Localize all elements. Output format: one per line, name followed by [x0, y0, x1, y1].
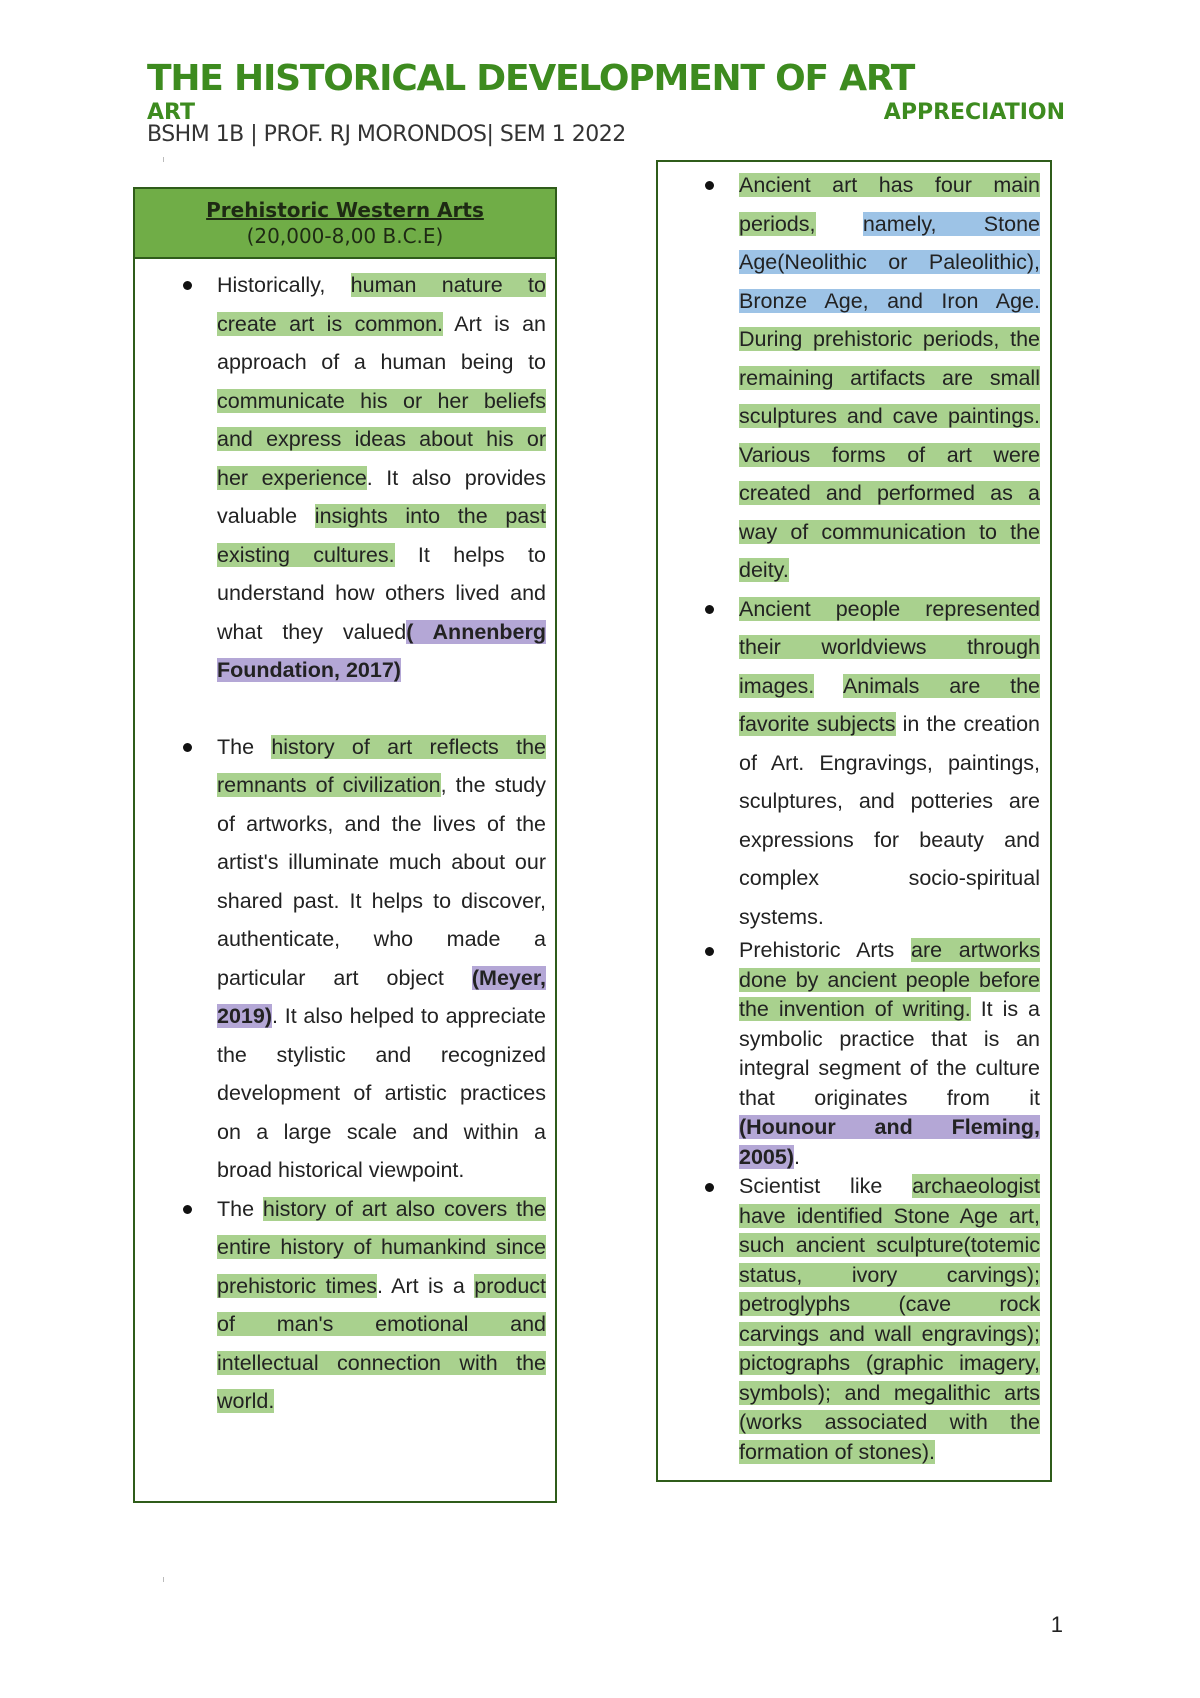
citation: ( Annenberg Foundation, 2017) — [217, 619, 547, 682]
right-bullet-list — [739, 166, 1040, 1467]
highlighted-text: archaeologist have identified Stone Age art, such ancient sculpture(totemic status, ivory carvings); petroglyphs (cave rock carvings and wall engravings); pictographs (graphic imagery, symbols); and megalithic arts (works associated with the formation of stones). — [739, 1174, 1040, 1464]
paragraph-text: . — [794, 1144, 800, 1169]
section-dates: (20,000-8,00 B.C.E) — [246, 224, 444, 248]
list-item — [217, 728, 546, 1190]
paragraph-text: . It also helped to appreciate the stylistic and recognized development of artistic practices on a large scale and within a broad historical viewpoint. — [217, 1004, 546, 1182]
highlighted-text: During prehistoric periods, the remaining artifacts are small sculptures and cave paintings. Various forms of art were created and performed as a way of communication to the deity. — [739, 327, 1040, 582]
paragraph-text: Art is an approach of a human being to — [217, 311, 546, 374]
left-box-header — [135, 189, 555, 259]
list-item — [739, 590, 1040, 937]
document-title-appreciation: APPRECIATION — [883, 100, 1065, 125]
header-margin-mark — [163, 157, 164, 162]
list-item — [217, 266, 546, 690]
paragraph-text — [814, 674, 843, 698]
paragraph-text: The — [217, 734, 272, 759]
highlighted-text: insights into the past existing cultures. — [217, 504, 546, 567]
paragraph-text: The — [217, 1196, 263, 1221]
paragraph-text: It helps to understand how others lived and what they valued — [217, 542, 546, 644]
highlighted-text: human nature to create art is common. — [217, 273, 546, 336]
paragraph-text: It is a symbolic practice that is an integral segment of the culture that originates from it — [739, 997, 1040, 1110]
paragraph-text: . Art is a — [376, 1273, 475, 1298]
highlighted-text: Animals are the favorite subjects — [739, 673, 1040, 736]
highlighted-text: are artworks done by ancient people before the invention of writing. — [739, 938, 1040, 1021]
paragraph-text: in the creation of Art. Engravings, paintings, sculptures, and potteries are expressions for beauty and complex socio-spiritual systems. — [739, 712, 1041, 929]
paragraph-text — [816, 212, 863, 236]
highlighted-text: communicate his or her beliefs and express ideas about his or her experience — [217, 388, 546, 490]
document-subtitle: BSHM 1B | PROF. RJ MORONDOS| SEM 1 2022 — [147, 122, 626, 147]
list-item — [217, 1190, 546, 1421]
highlighted-text: Ancient people represented their worldviews through images. — [739, 596, 1040, 698]
highlighted-text: history of art also covers the entire history of humankind since prehistoric times — [217, 1196, 546, 1298]
citation: (Hounour and Fleming, 2005) — [739, 1115, 1040, 1169]
blue-highlighted-text: namely, Stone Age(Neolithic or Paleolithic), Bronze Age, and Iron Age. — [739, 211, 1040, 313]
list-item — [739, 936, 1040, 1172]
paragraph-text: Prehistoric Arts — [739, 938, 911, 962]
highlighted-text: product of man's emotional and intellectual connection with the world. — [217, 1273, 547, 1413]
document-title-art: ART — [147, 100, 195, 125]
highlighted-text: Ancient art has four main periods, — [739, 173, 1040, 236]
paragraph-text: , the study of artworks, and the lives of the artist's illuminate much about our shared past. It helps to discover, authenticate, who made a particular art object — [217, 773, 546, 990]
highlighted-text: history of art reflects the remnants of civilization — [217, 734, 546, 797]
citation: (Meyer, 2019) — [217, 965, 546, 1028]
section-heading: Prehistoric Western Arts — [206, 198, 484, 222]
list-item — [739, 166, 1040, 590]
paragraph-text: Historically, — [217, 273, 351, 297]
list-item — [739, 1172, 1040, 1467]
page-number: 1 — [1050, 1612, 1063, 1637]
footer-margin-mark — [163, 1577, 164, 1582]
left-bullet-list — [217, 266, 546, 1421]
document-title: THE HISTORICAL DEVELOPMENT OF ART — [147, 58, 915, 99]
paragraph-text: . It also provides valuable — [217, 465, 547, 528]
paragraph-text: Scientist like — [739, 1174, 913, 1198]
